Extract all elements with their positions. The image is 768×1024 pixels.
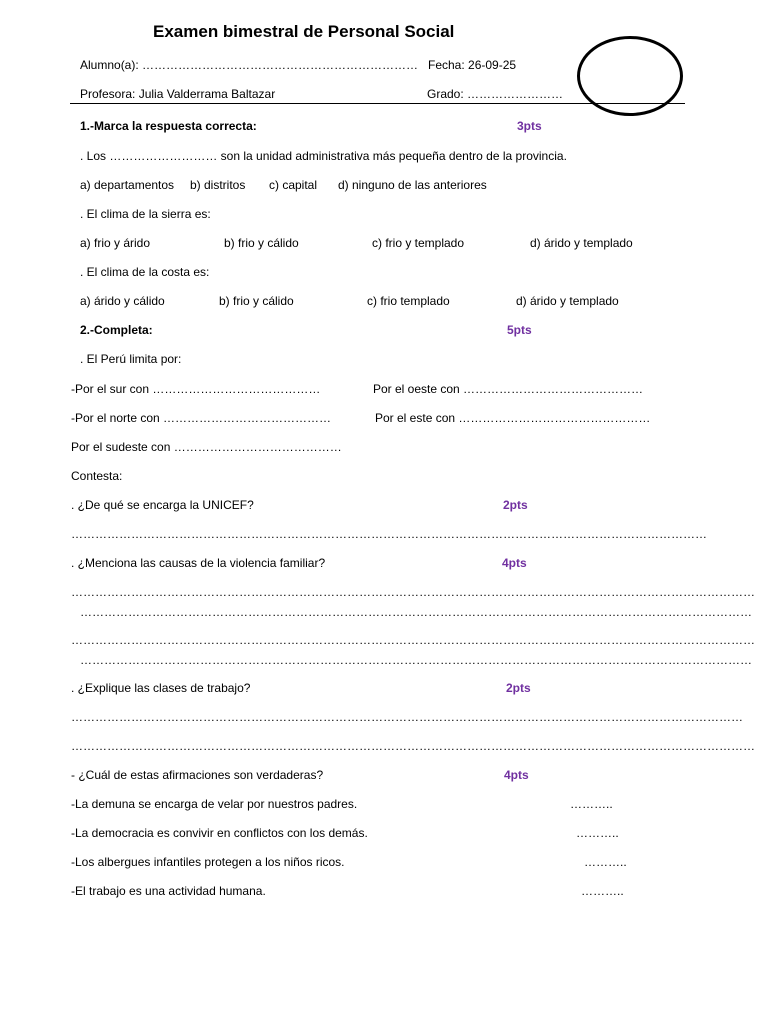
section2-intro: . El Perú limita por:	[80, 352, 182, 366]
profesora-field: Profesora: Julia Valderrama Baltazar	[80, 87, 276, 101]
unicef-points: 2pts	[503, 498, 528, 512]
q3-option-c: c) frio templado	[367, 294, 450, 308]
section1-heading: 1.-Marca la respuesta correcta:	[80, 119, 257, 133]
answer-line-violencia-4: ……………………………………………………………………………………………………………………………………………………	[80, 653, 752, 667]
exam-title: Examen bimestral de Personal Social	[153, 22, 455, 41]
statement-2-blank: ………..	[576, 826, 619, 840]
q2-option-a: a) frio y árido	[80, 236, 151, 250]
q1-option-c: c) capital	[269, 178, 318, 192]
question-1: . Los ……………………… son la unidad administrativa más pequeña dentro de la provincia.	[80, 149, 567, 163]
q1-option-b: b) distritos	[190, 178, 246, 192]
limit-sudeste: Por el sudeste con ……………………………………	[71, 440, 342, 454]
section4-points: 4pts	[504, 768, 529, 782]
violencia-points: 4pts	[502, 556, 527, 570]
answer-line-violencia-3: ………………………………………………………………………………………………………………………………………………………	[71, 633, 755, 647]
q3-option-a: a) árido y cálido	[80, 294, 165, 308]
section4-heading: - ¿Cuál de estas afirmaciones son verdaderas?	[71, 768, 324, 782]
answer-line-trabajo-2: ………………………………………………………………………………………………………………………………………………………	[71, 739, 755, 753]
answer-line-trabajo-1: ……………………………………………………………………………………………………………………………………………………	[71, 710, 743, 724]
question-trabajo: . ¿Explique las clases de trabajo?	[71, 681, 251, 695]
question-3: . El clima de la costa es:	[80, 265, 210, 279]
statement-1-blank: ………..	[570, 797, 613, 811]
alumno-field: Alumno(a): ……………………………………………………………	[80, 58, 419, 72]
section1-points: 3pts	[517, 119, 542, 133]
limit-norte: -Por el norte con ……………………………………	[71, 411, 332, 425]
limit-oeste: Por el oeste con ………………………………………	[373, 382, 644, 396]
question-violencia: . ¿Menciona las causas de la violencia familiar?	[71, 556, 326, 570]
q2-option-d: d) árido y templado	[530, 236, 633, 250]
statement-1: -La demuna se encarga de velar por nuestros padres.	[71, 797, 358, 811]
statement-4-blank: ………..	[581, 884, 624, 898]
limit-sur: -Por el sur con ……………………………………	[71, 382, 321, 396]
q1-option-d: d) ninguno de las anteriores	[338, 178, 487, 192]
statement-4: -El trabajo es una actividad humana.	[71, 884, 266, 898]
q3-option-b: b) frio y cálido	[219, 294, 294, 308]
statement-3: -Los albergues infantiles protegen a los niños ricos.	[71, 855, 345, 869]
fecha-field: Fecha: 26-09-25	[428, 58, 517, 72]
question-unicef: . ¿De qué se encarga la UNICEF?	[71, 498, 254, 512]
answer-line-unicef: ……………………………………………………………………………………………………………………………………………	[71, 527, 707, 541]
q2-option-c: c) frio y templado	[372, 236, 465, 250]
statement-2: -La democracia es convivir en conflictos con los demás.	[71, 826, 368, 840]
trabajo-points: 2pts	[506, 681, 531, 695]
grade-circle	[577, 36, 683, 116]
q3-option-d: d) árido y templado	[516, 294, 619, 308]
statement-3-blank: ………..	[584, 855, 627, 869]
question-2: . El clima de la sierra es:	[80, 207, 211, 221]
answer-line-violencia-1: ………………………………………………………………………………………………………………………………………………………	[71, 585, 755, 599]
section2-heading: 2.-Completa:	[80, 323, 153, 337]
limit-este: Por el este con …………………………………………	[375, 411, 651, 425]
q1-option-a: a) departamentos	[80, 178, 175, 192]
grado-field: Grado: ……………………	[427, 87, 564, 101]
q2-option-b: b) frio y cálido	[224, 236, 299, 250]
answer-line-violencia-2: ……………………………………………………………………………………………………………………………………………………	[80, 605, 752, 619]
contesta-heading: Contesta:	[71, 469, 123, 483]
section2-points: 5pts	[507, 323, 532, 337]
